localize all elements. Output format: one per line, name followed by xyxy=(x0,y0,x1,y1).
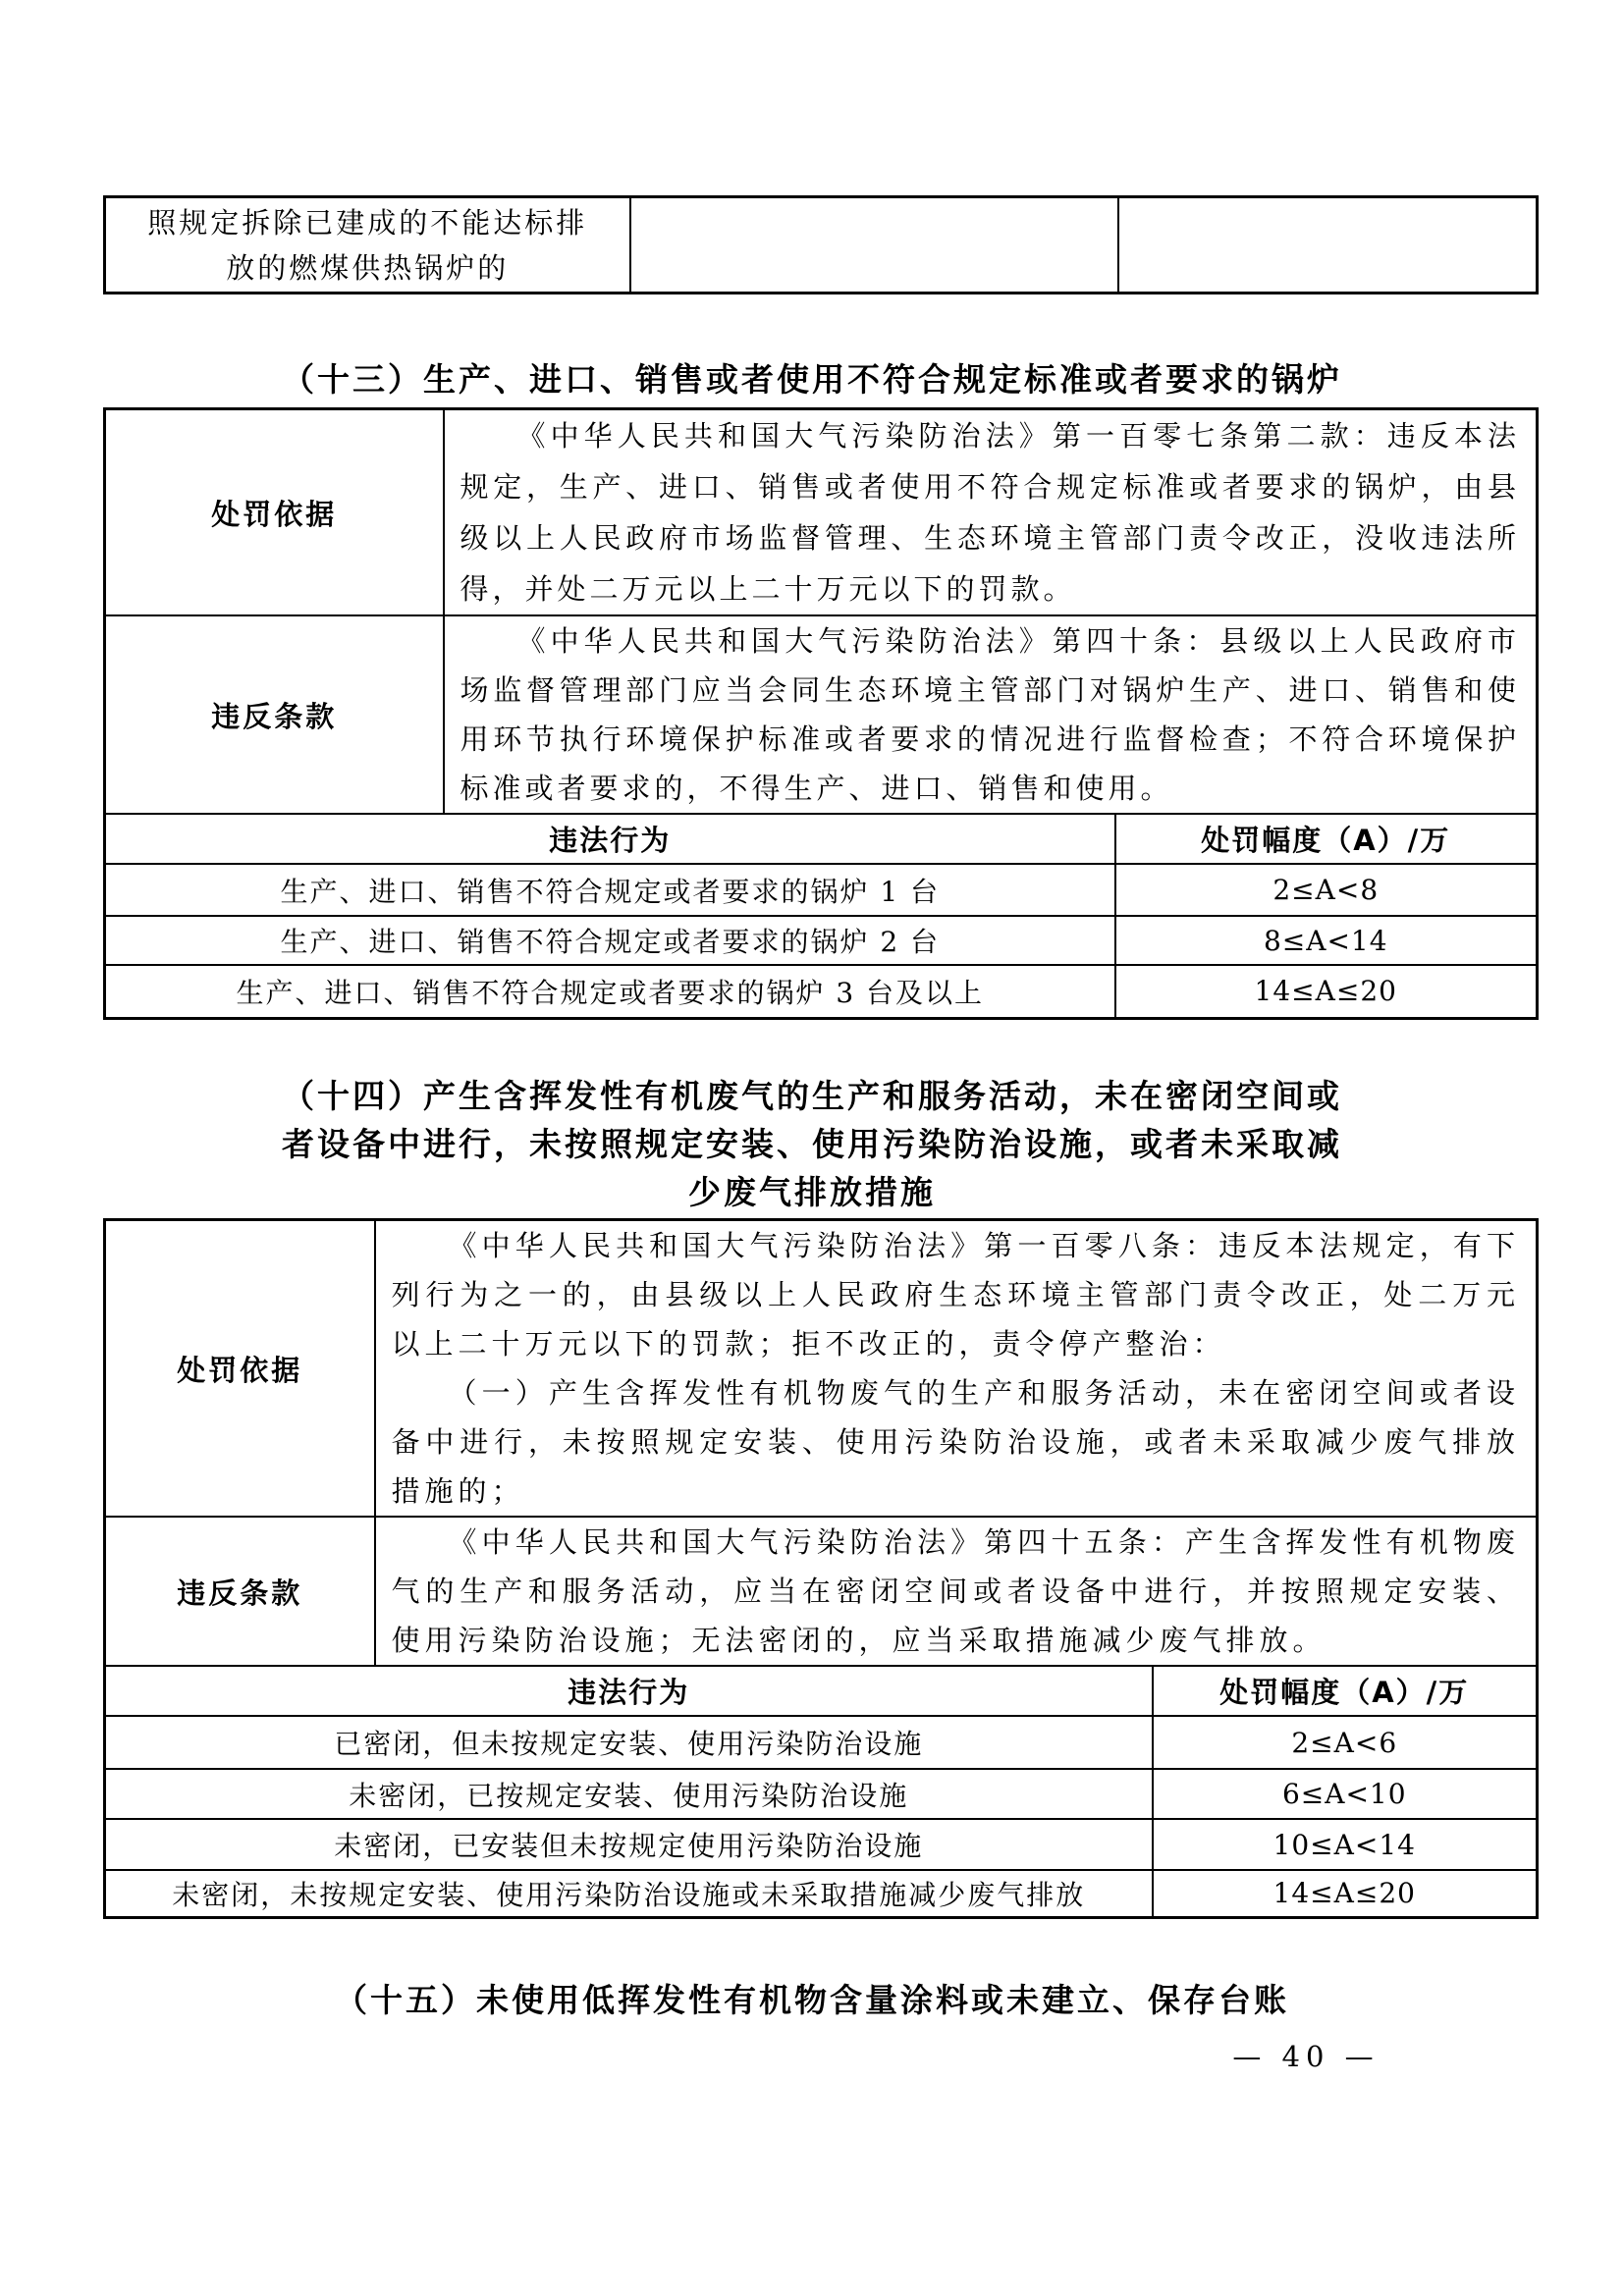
range-cell: 8≤A<14 xyxy=(1115,916,1538,965)
carryover-empty-cell xyxy=(1118,197,1538,294)
basis-paragraph: 《中华人民共和国大气污染防治法》第一百零七条第二款：违反本法规定，生产、进口、销售或者使用不符合规定标准或者要求的锅炉，由县级以上人民政府市场监督管理、生态环境主管部门责令改正，没收违法所得，并处二万元以上二十万元以下的罚款。 xyxy=(460,419,1521,606)
behavior-cell: 生产、进口、销售不符合规定或者要求的锅炉 3 台及以上 xyxy=(105,965,1115,1018)
section-15-heading: （十五）未使用低挥发性有机物含量涂料或未建立、保存台账 xyxy=(335,1981,1289,2019)
table-row xyxy=(105,1517,1538,1666)
range-cell: 6≤A<10 xyxy=(1153,1769,1538,1819)
table-header-row xyxy=(105,814,1538,864)
section-14-heading-line: （十四）产生含挥发性有机废气的生产和服务活动，未在密闭空间或 xyxy=(282,1077,1342,1115)
section-13-heading: （十三）生产、进口、销售或者使用不符合规定标准或者要求的锅炉 xyxy=(282,360,1342,399)
table-row xyxy=(105,409,1538,616)
basis-label-cell: 处罚依据 xyxy=(105,1220,375,1518)
range-column-header: 处罚幅度（A）/万 xyxy=(1153,1666,1538,1716)
behavior-cell: 生产、进口、销售不符合规定或者要求的锅炉 2 台 xyxy=(105,916,1115,965)
basis-label-cell: 处罚依据 xyxy=(105,409,444,616)
behavior-column-header: 违法行为 xyxy=(105,1666,1153,1716)
range-cell: 10≤A<14 xyxy=(1153,1819,1538,1870)
carryover-empty-cell xyxy=(630,197,1118,294)
section-14-table xyxy=(103,1218,1539,1919)
clause-paragraph: 《中华人民共和国大气污染防治法》第四十五条：产生含挥发性有机物废气的生产和服务活动，应当在密闭空间或者设备中进行，并按照规定安装、使用污染防治设施；无法密闭的，应当采取措施减少废气排放。 xyxy=(391,1525,1521,1657)
table-row xyxy=(105,1716,1538,1769)
carryover-table xyxy=(103,195,1539,294)
table-row xyxy=(105,1870,1538,1917)
range-cell: 14≤A≤20 xyxy=(1115,965,1538,1018)
clause-label-cell: 违反条款 xyxy=(105,615,444,814)
range-column-header: 处罚幅度（A）/万 xyxy=(1115,814,1538,864)
clause-label-cell: 违反条款 xyxy=(105,1517,375,1666)
table-row xyxy=(105,864,1538,916)
table-row xyxy=(105,1819,1538,1870)
range-cell: 2≤A<6 xyxy=(1153,1716,1538,1769)
carryover-text-line: 照规定拆除已建成的不能达标排 xyxy=(147,205,588,240)
table-header-row xyxy=(105,1666,1538,1716)
table-row xyxy=(105,916,1538,965)
section-14-heading xyxy=(0,1072,1624,1216)
table-row xyxy=(105,1769,1538,1819)
range-cell: 2≤A<8 xyxy=(1115,864,1538,916)
table-row xyxy=(105,965,1538,1018)
carryover-text-line: 放的燃煤供热锅炉的 xyxy=(226,250,510,285)
section-13-table xyxy=(103,407,1539,1020)
clause-text-cell xyxy=(375,1517,1538,1666)
behavior-cell: 未密闭，未按规定安装、使用污染防治设施或未采取措施减少废气排放 xyxy=(105,1870,1153,1917)
behavior-cell: 生产、进口、销售不符合规定或者要求的锅炉 1 台 xyxy=(105,864,1115,916)
basis-paragraph: 《中华人民共和国大气污染防治法》第一百零八条：违反本法规定，有下列行为之一的，由县级以上人民政府生态环境主管部门责令改正，处二万元以上二十万元以下的罚款；拒不改正的，责令停产整治： xyxy=(391,1229,1521,1361)
table-row xyxy=(105,197,1538,294)
page-number: — 40 — xyxy=(1232,2040,1380,2073)
range-cell: 14≤A≤20 xyxy=(1153,1870,1538,1917)
clause-paragraph: 《中华人民共和国大气污染防治法》第四十条：县级以上人民政府市场监督管理部门应当会同生态环境主管部门对锅炉生产、进口、销售和使用环节执行环境保护标准或者要求的情况进行监督检查；不符合环境保护标准或者要求的，不得生产、进口、销售和使用。 xyxy=(460,624,1521,805)
basis-paragraph: （一）产生含挥发性有机物废气的生产和服务活动，未在密闭空间或者设备中进行，未按照规定安装、使用污染防治设施，或者未采取减少废气排放措施的； xyxy=(391,1376,1521,1508)
behavior-cell: 已密闭，但未按规定安装、使用污染防治设施 xyxy=(105,1716,1153,1769)
clause-text-cell xyxy=(444,615,1538,814)
section-14-heading-line: 者设备中进行，未按照规定安装、使用污染防治设施，或者未采取减 xyxy=(282,1125,1342,1163)
table-row xyxy=(105,615,1538,814)
carryover-behavior-cell xyxy=(105,197,630,294)
basis-text-cell xyxy=(444,409,1538,616)
basis-text-cell xyxy=(375,1220,1538,1518)
behavior-cell: 未密闭，已安装但未按规定使用污染防治设施 xyxy=(105,1819,1153,1870)
behavior-cell: 未密闭，已按规定安装、使用污染防治设施 xyxy=(105,1769,1153,1819)
table-row xyxy=(105,1220,1538,1518)
behavior-column-header: 违法行为 xyxy=(105,814,1115,864)
section-14-heading-line: 少废气排放措施 xyxy=(688,1173,936,1211)
